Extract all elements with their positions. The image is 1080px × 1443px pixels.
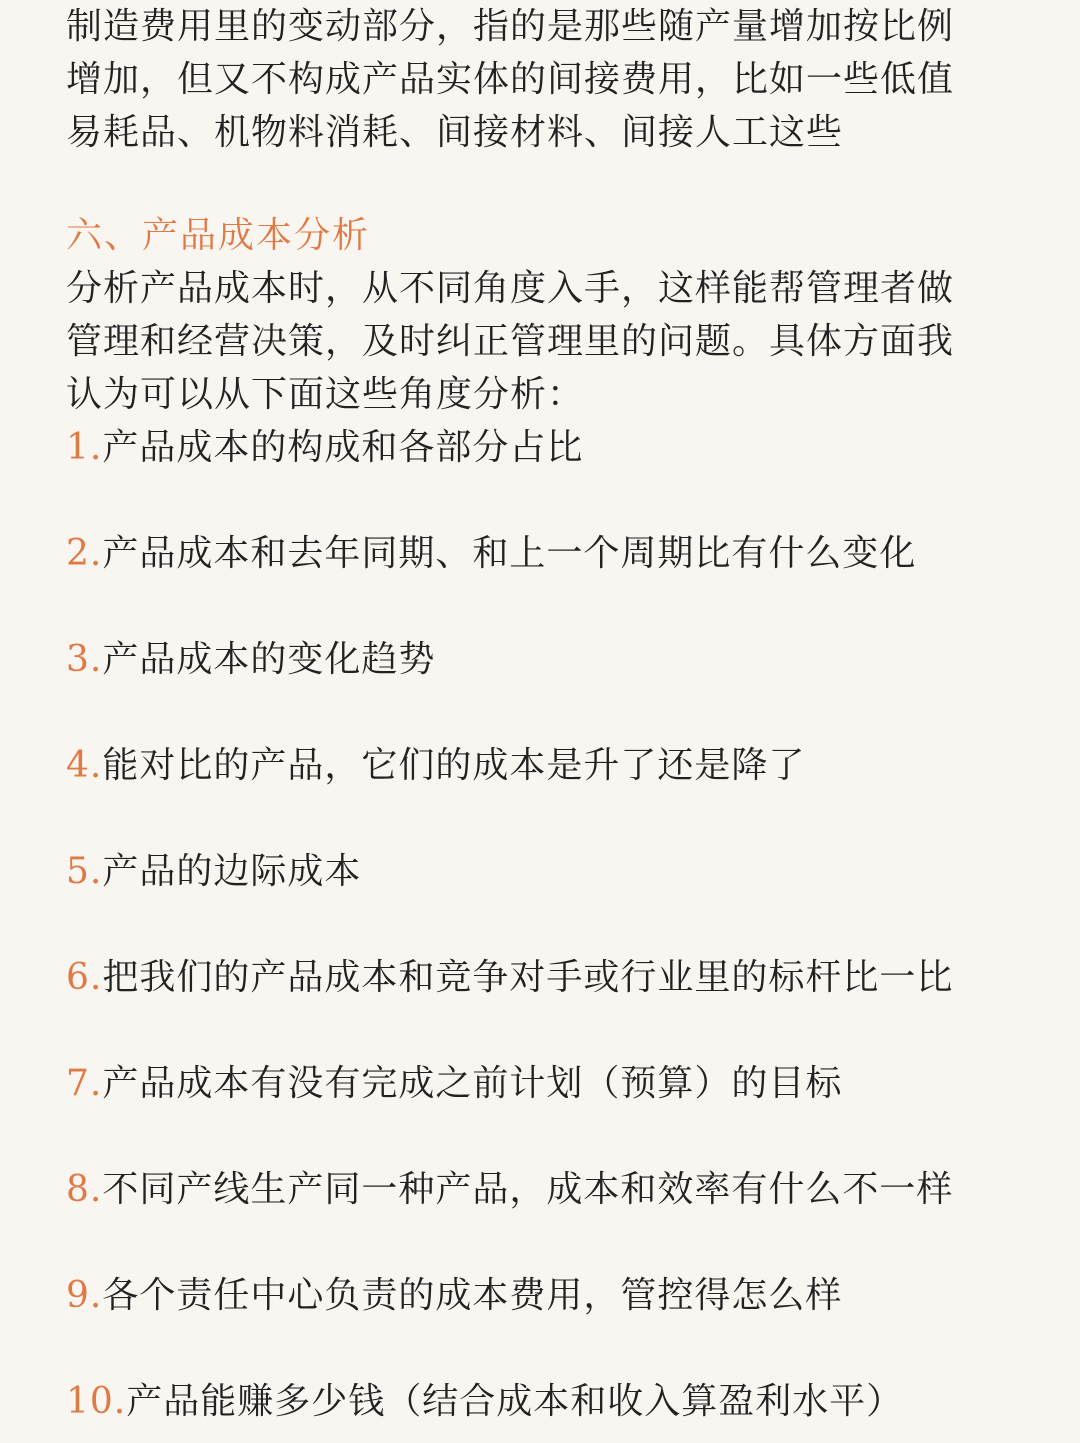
item-number: 2. [66, 533, 103, 574]
item-number: 6. [66, 957, 103, 998]
item-text: 产品成本和去年同期、和上一个周期比有什么变化 [102, 533, 917, 574]
item-text: 能对比的产品，它们的成本是升了还是降了 [102, 745, 806, 786]
analysis-paragraph [66, 262, 1016, 421]
item-number: 5. [66, 851, 103, 892]
item-number: 1. [66, 427, 103, 468]
analysis-line: 认为可以从下面这些角度分析： [66, 374, 585, 415]
item-number: 7. [66, 1063, 103, 1104]
item-number: 4. [66, 745, 103, 786]
intro-line: 易耗品、机物料消耗、间接材料、间接人工这些 [66, 112, 844, 153]
item-text: 不同产线生产同一种产品，成本和效率有什么不一样 [102, 1169, 954, 1210]
intro-line: 制造费用里的变动部分，指的是那些随产量增加按比例 [66, 6, 955, 47]
item-number: 10. [66, 1381, 127, 1422]
intro-line: 增加，但又不构成产品实体的间接费用，比如一些低值 [66, 59, 955, 100]
list-item [66, 1375, 903, 1428]
intro-paragraph [66, 0, 1016, 159]
analysis-line: 管理和经营决策，及时纠正管理里的问题。具体方面我 [66, 321, 955, 362]
list-item [66, 739, 805, 792]
item-text: 产品能赚多少钱（结合成本和收入算盈利水平） [126, 1381, 904, 1422]
list-item [66, 421, 583, 474]
section-title: 六、产品成本分析 [66, 215, 371, 256]
list-item [66, 1163, 953, 1216]
item-text: 把我们的产品成本和竞争对手或行业里的标杆比一比 [102, 957, 954, 998]
item-text: 产品的边际成本 [102, 851, 362, 892]
list-item [66, 633, 435, 686]
list-item [66, 951, 953, 1004]
item-text: 各个责任中心负责的成本费用，管控得怎么样 [102, 1275, 843, 1316]
item-number: 3. [66, 639, 103, 680]
list-item [66, 1269, 842, 1322]
item-number: 9. [66, 1275, 103, 1316]
item-text: 产品成本的变化趋势 [102, 639, 436, 680]
list-item [66, 845, 361, 898]
analysis-line: 分析产品成本时，从不同角度入手，这样能帮管理者做 [66, 268, 955, 309]
item-text: 产品成本的构成和各部分占比 [102, 427, 584, 468]
list-item [66, 527, 916, 580]
item-number: 8. [66, 1169, 103, 1210]
list-item [66, 1057, 842, 1110]
item-text: 产品成本有没有完成之前计划（预算）的目标 [102, 1063, 843, 1104]
